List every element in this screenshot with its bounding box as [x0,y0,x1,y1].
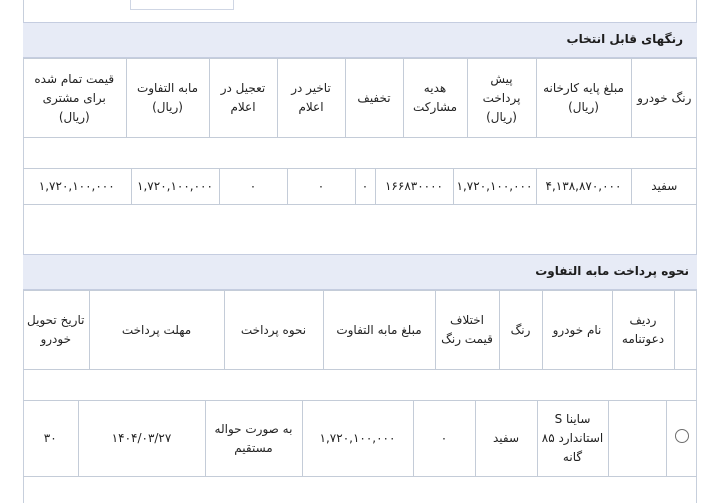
cell-payment-deadline: ۱۴۰۴/۰۳/۲۷ [78,401,205,477]
radio-cell[interactable] [666,401,697,477]
cell-payment-method: به صورت حواله مستقیم [205,401,302,477]
header-base-price: مبلغ پایه کارخانه (ریال) [536,59,631,138]
colors-header-table [23,58,697,138]
header-invitation-row: ردیف دعوتنامه [612,291,674,370]
header-car-name: نام خودرو [542,291,612,370]
cell-color: سفید [475,401,537,477]
cell-difference: ۱,۷۲۰,۱۰۰,۰۰۰ [131,169,219,205]
cell-car-color: سفید [631,169,697,205]
cell-discount: ۰ [355,169,375,205]
cell-color-price-diff: ۰ [413,401,475,477]
colors-section-header [23,22,697,58]
cell-prepayment: ۱,۷۲۰,۱۰۰,۰۰۰ [453,169,536,205]
cell-diff-amount: ۱,۷۲۰,۱۰۰,۰۰۰ [302,401,413,477]
colors-section-title: رنگهای قابل انتخاب [566,32,683,46]
cell-car-name: ساینا S استاندارد ۸۵ گانه [537,401,608,477]
cell-delivery-date: ۳۰ [23,401,78,477]
header-delay: تاخیر در اعلام [277,59,345,138]
header-payment-method: نحوه پرداخت [224,291,323,370]
payment-section-header [23,254,697,290]
cell-final-price: ۱,۷۲۰,۱۰۰,۰۰۰ [23,169,131,205]
cell-base-price: ۴,۱۳۸,۸۷۰,۰۰۰ [536,169,631,205]
payment-data-table [23,400,697,477]
header-radio-spacer [674,291,697,370]
cell-participation-gift: ۱۶۶۸۳۰۰۰۰ [375,169,453,205]
header-final-price: قیمت تمام شده برای مشتری (ریال) [23,59,126,138]
header-color-price-diff: اختلاف قیمت رنگ [435,291,499,370]
top-input-box [130,0,234,10]
header-color: رنگ [499,291,542,370]
colors-data-table [23,168,697,205]
header-delivery-date: تاریخ تحویل خودرو [23,291,89,370]
header-participation-gift: هدیه مشارکت [403,59,467,138]
payment-header-table [23,290,697,370]
header-discount: تخفیف [345,59,403,138]
header-prepayment: پیش پرداخت (ریال) [467,59,536,138]
header-difference: مابه التفاوت (ریال) [126,59,209,138]
select-radio-button[interactable] [675,429,689,443]
cell-early: ۰ [219,169,287,205]
header-early: تعجیل در اعلام [209,59,277,138]
payment-section-title: نحوه پرداخت مابه التفاوت [535,264,689,278]
cell-invitation-row [608,401,666,477]
header-car-color: رنگ خودرو [631,59,697,138]
header-diff-amount: مبلغ مابه التفاوت [323,291,435,370]
header-payment-deadline: مهلت پرداخت [89,291,224,370]
cell-delay: ۰ [287,169,355,205]
